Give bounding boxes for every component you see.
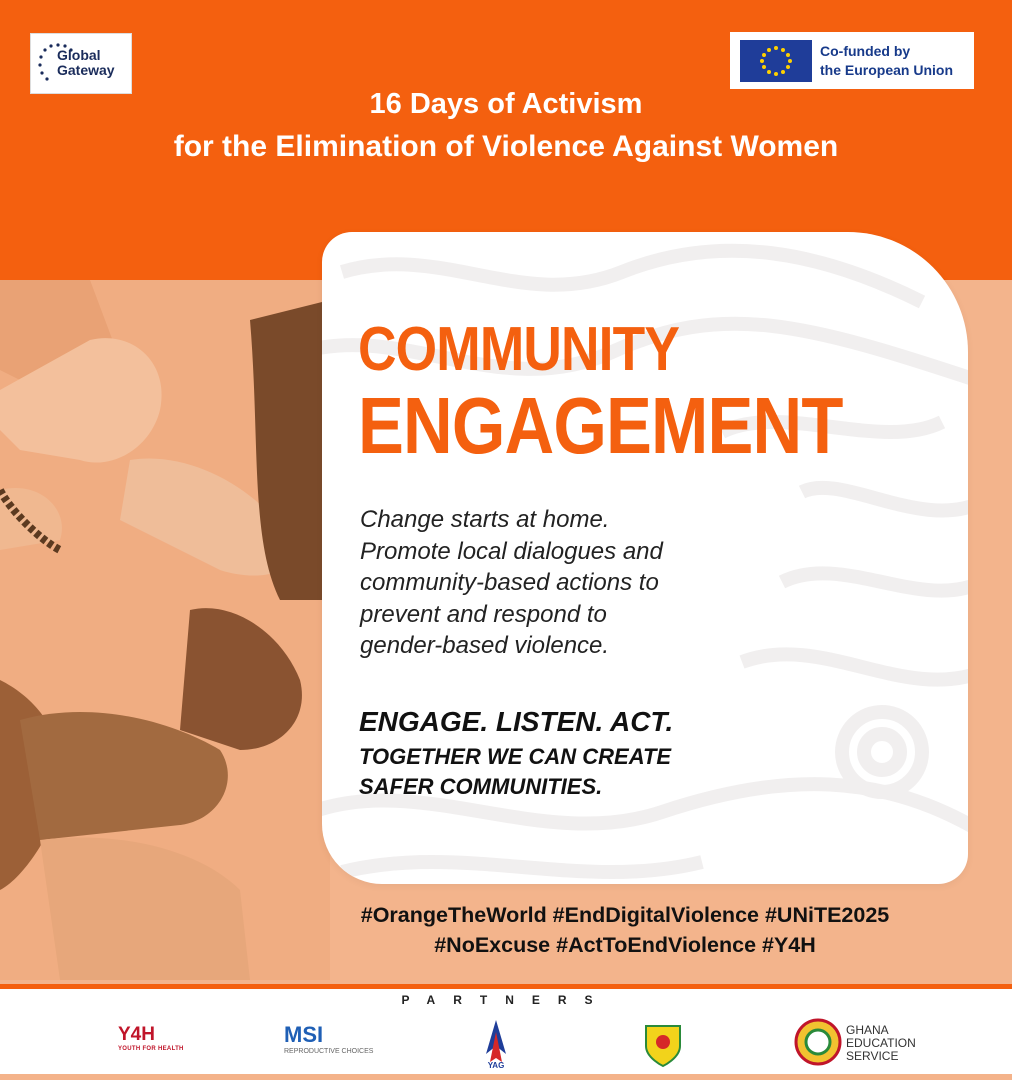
body-line: Promote local dialogues and — [360, 537, 663, 565]
ges-logo-text: GHANA EDUCATION SERVICE — [846, 1023, 916, 1063]
footer-top-line — [0, 984, 1012, 989]
msi-logo-sub: REPRODUCTIVE CHOICES — [284, 1048, 374, 1055]
eu-label-line2: the European Union — [820, 62, 953, 78]
body-line: prevent and respond to — [360, 600, 607, 628]
campaign-title-line2: for the Elimination of Violence Against Women — [173, 130, 839, 163]
y4h-logo-sub: YOUTH FOR HEALTH — [118, 1046, 184, 1052]
global-gateway-logo — [30, 33, 132, 94]
eu-cofunded-logo — [730, 32, 974, 89]
y4h-logo — [118, 1024, 184, 1052]
message-card — [322, 232, 968, 884]
ges-emblem-icon — [794, 1018, 842, 1066]
msi-logo-text: MSI — [284, 1022, 324, 1047]
eu-flag-icon — [740, 40, 812, 82]
eu-label-line1: Co-funded by — [820, 43, 911, 59]
footer-bottom-line — [0, 1074, 1012, 1080]
ghana-health-service-logo — [638, 1016, 688, 1070]
body-line: community-based actions to — [360, 569, 659, 596]
partners-footer — [0, 984, 1012, 1080]
y4h-logo-text: Y4H — [118, 1024, 155, 1045]
heading-engagement: ENGAGEMENT — [358, 381, 843, 470]
partners-label: PARTNERS — [401, 993, 611, 1007]
yag-logo-text: YAG — [487, 1061, 505, 1070]
campaign-title-line1: 16 Days of Activism — [369, 88, 643, 120]
cta-together — [359, 742, 779, 802]
msi-logo — [284, 1022, 373, 1056]
hands-photo — [0, 280, 330, 980]
cta-engage-listen-act: ENGAGE. LISTEN. ACT. — [359, 706, 674, 737]
card-body-text — [360, 504, 780, 662]
heading-community: COMMUNITY — [358, 315, 680, 384]
ghana-education-service-logo — [794, 1018, 924, 1068]
hashtags-row1: #OrangeTheWorld #EndDigitalViolence #UNiTE2025 — [360, 903, 890, 927]
eu-cofunded-text — [820, 42, 953, 80]
cta-line2: TOGETHER WE CAN CREATE — [359, 744, 672, 769]
cta-line3: SAFER COMMUNITIES. — [359, 774, 603, 799]
body-line: Change starts at home. — [360, 506, 610, 533]
body-line: gender-based violence. — [360, 632, 610, 659]
hashtags-row2: #NoExcuse #ActToEndViolence #Y4H — [434, 933, 816, 957]
yag-logo — [466, 1014, 526, 1070]
global-gateway-text: Global Gateway — [57, 47, 115, 78]
